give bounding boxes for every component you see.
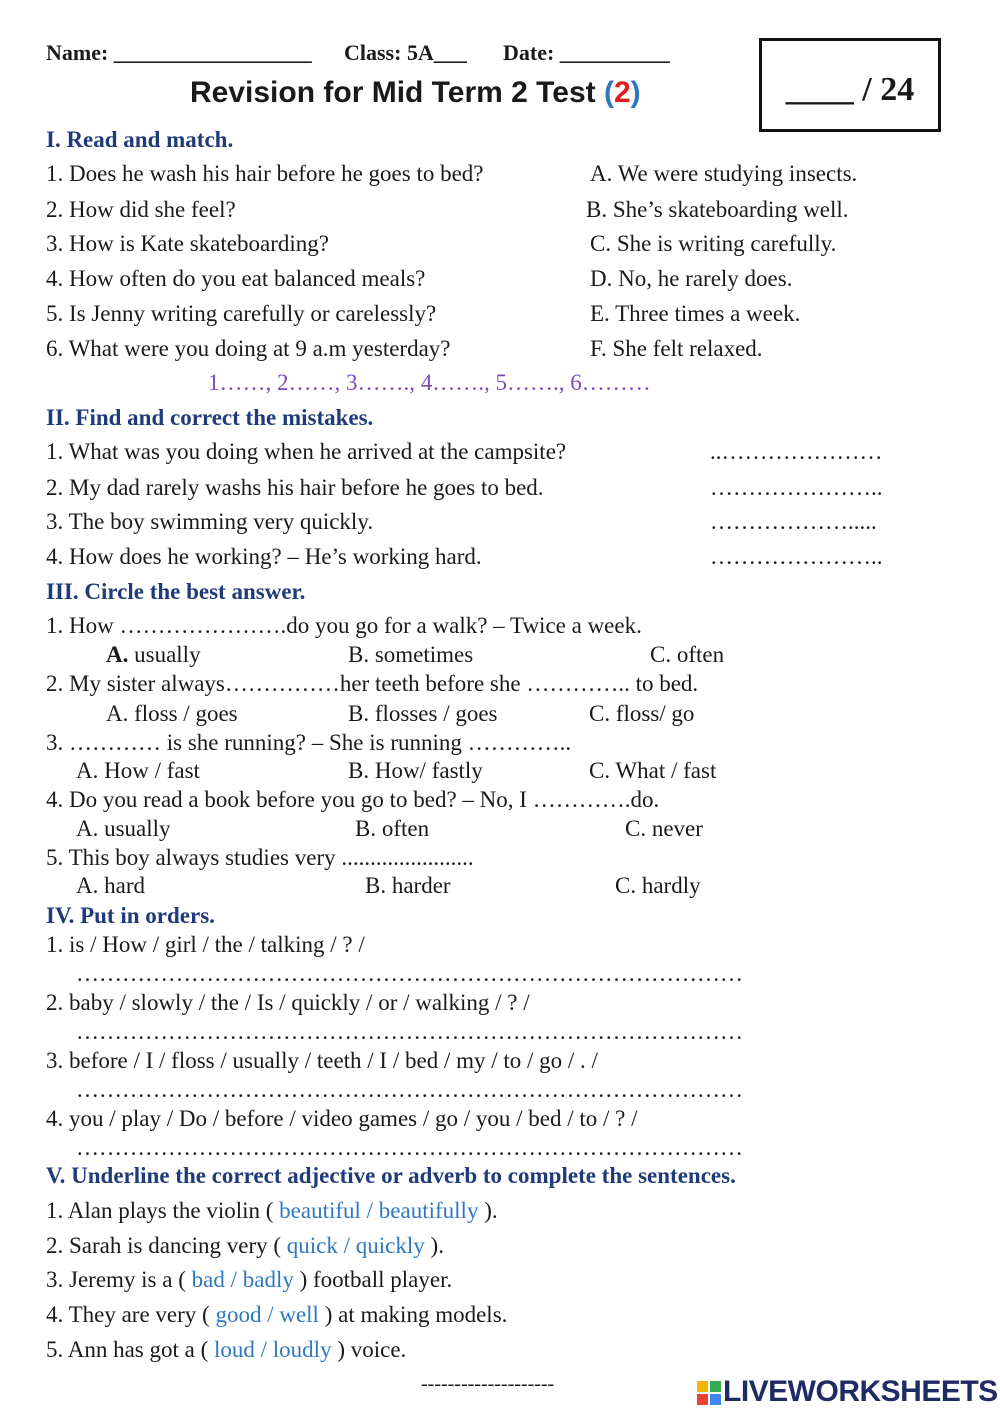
underline-sentence — [46, 1338, 406, 1361]
liveworksheets-logo-icon — [697, 1381, 721, 1405]
mistake-sentence: 3. The boy swimming very quickly. — [46, 509, 374, 534]
sentence-text: 2. Sarah is dancing very ( — [46, 1233, 287, 1258]
word-choice[interactable]: beautiful / beautifully — [279, 1198, 479, 1223]
mistake-sentence: 4. How does he working? – He’s working hard. — [46, 544, 482, 569]
correction-blank[interactable]: ………………….. — [710, 475, 883, 500]
title-close-paren: ) — [630, 76, 641, 109]
sentence-text: 4. They are very ( — [46, 1302, 216, 1327]
mistake-sentence: 2. My dad rarely washs his hair before he goes to bed. — [46, 475, 544, 500]
mcq-question: 4. Do you read a book before you go to bed? – No, I ………….do. — [46, 787, 660, 812]
option-text: usually — [128, 642, 201, 667]
section-4-heading: IV. Put in orders. — [46, 903, 215, 928]
mcq-question: 2. My sister always……………her teeth before she ………….. to bed. — [46, 671, 699, 696]
sentence-text: ). — [424, 1233, 444, 1258]
mcq-question: 1. How ………………….do you go for a walk? – Twice a week. — [46, 613, 642, 638]
match-question: 4. How often do you eat balanced meals? — [46, 266, 426, 291]
title-open-paren: ( — [603, 76, 614, 109]
underline-sentence — [46, 1199, 498, 1222]
sentence-text: ). — [478, 1198, 498, 1223]
mcq-option-b[interactable]: B. often — [355, 816, 430, 841]
logo-wordmark: LIVEWORKSHEETS — [723, 1375, 998, 1408]
section-1-heading: I. Read and match. — [46, 127, 234, 152]
order-prompt: 2. baby / slowly / the / Is / quickly / or / walking / ? / — [46, 990, 530, 1015]
match-question: 2. How did she feel? — [46, 197, 236, 222]
order-answer-line[interactable]: …………………………………………………………………………… — [76, 1077, 743, 1102]
correction-blank[interactable]: ………………..... — [710, 509, 877, 534]
match-answer: E. Three times a week. — [590, 301, 801, 326]
word-choice[interactable]: good / well — [215, 1302, 319, 1327]
page-title — [190, 78, 641, 108]
match-answer: B. She’s skateboarding well. — [586, 197, 849, 222]
mcq-option-b[interactable]: B. How/ fastly — [348, 758, 483, 783]
order-answer-line[interactable]: …………………………………………………………………………… — [76, 961, 743, 986]
mcq-option-b[interactable]: B. sometimes — [348, 642, 474, 667]
correction-blank[interactable]: ………………….. — [710, 544, 883, 569]
match-answer-input-line[interactable]: 1……, 2……, 3……., 4……., 5……., 6……… — [208, 370, 651, 395]
mcq-option-c[interactable]: C. often — [650, 642, 725, 667]
score-box — [759, 38, 941, 132]
sentence-text: ) at making models. — [318, 1302, 508, 1327]
correction-blank[interactable]: ..………………… — [710, 439, 883, 464]
mcq-question: 5. This boy always studies very ....................... — [46, 845, 474, 870]
sentence-text: ) football player. — [293, 1267, 453, 1292]
order-answer-line[interactable]: …………………………………………………………………………… — [76, 1019, 743, 1044]
order-prompt: 3. before / I / floss / usually / teeth / I / bed / my / to / go / . / — [46, 1048, 598, 1073]
match-answer: F. She felt relaxed. — [590, 336, 763, 361]
word-choice[interactable]: bad / badly — [191, 1267, 294, 1292]
match-answer: A. We were studying insects. — [590, 161, 858, 186]
sentence-text: ) voice. — [331, 1337, 407, 1362]
class-field: Class: 5A___ — [344, 40, 467, 65]
mistake-sentence: 1. What was you doing when he arrived at the campsite? — [46, 439, 567, 464]
sentence-text: 5. Ann has got a ( — [46, 1337, 215, 1362]
underline-sentence — [46, 1234, 444, 1257]
mcq-option-b[interactable]: B. harder — [365, 873, 451, 898]
mcq-option-a[interactable] — [106, 643, 201, 666]
section-5-heading: V. Underline the correct adjective or adverb to complete the sentences. — [46, 1163, 736, 1188]
match-question: 3. How is Kate skateboarding? — [46, 231, 329, 256]
order-prompt: 1. is / How / girl / the / talking / ? / — [46, 932, 365, 957]
mcq-option-c[interactable]: C. hardly — [615, 873, 701, 898]
footer-divider: -------------------- — [421, 1373, 555, 1395]
mcq-option-b[interactable]: B. flosses / goes — [348, 701, 498, 726]
mcq-option-a[interactable]: A. hard — [76, 873, 145, 898]
section-3-heading: III. Circle the best answer. — [46, 579, 306, 604]
title-number: 2 — [613, 76, 631, 109]
word-choice[interactable]: loud / loudly — [214, 1337, 332, 1362]
match-answer: C. She is writing carefully. — [590, 231, 837, 256]
section-2-heading: II. Find and correct the mistakes. — [46, 405, 374, 430]
underline-sentence — [46, 1303, 507, 1326]
mcq-option-a[interactable]: A. usually — [76, 816, 171, 841]
sentence-text: 3. Jeremy is a ( — [46, 1267, 192, 1292]
match-answer: D. No, he rarely does. — [590, 266, 793, 291]
title-text: Revision for Mid Term 2 Test — [190, 76, 604, 109]
order-prompt: 4. you / play / Do / before / video games / go / you / bed / to / ? / — [46, 1106, 638, 1131]
option-letter: A. — [106, 642, 129, 667]
score-text: ____ / 24 — [785, 71, 915, 108]
name-field[interactable]: Name: __________________ — [46, 40, 312, 65]
date-field[interactable]: Date: __________ — [503, 40, 670, 65]
mcq-option-c[interactable]: C. never — [625, 816, 703, 841]
mcq-option-a[interactable]: A. floss / goes — [106, 701, 238, 726]
sentence-text: 1. Alan plays the violin ( — [46, 1198, 280, 1223]
match-question: 1. Does he wash his hair before he goes to bed? — [46, 161, 484, 186]
word-choice[interactable]: quick / quickly — [286, 1233, 425, 1258]
order-answer-line[interactable]: …………………………………………………………………………… — [76, 1135, 743, 1160]
mcq-option-c[interactable]: C. What / fast — [589, 758, 717, 783]
underline-sentence — [46, 1268, 452, 1291]
mcq-option-a[interactable]: A. How / fast — [76, 758, 200, 783]
match-question: 6. What were you doing at 9 a.m yesterday? — [46, 336, 451, 361]
mcq-question: 3. ………… is she running? – She is running ………….. — [46, 730, 572, 755]
match-question: 5. Is Jenny writing carefully or carelessly? — [46, 301, 437, 326]
mcq-option-c[interactable]: C. floss/ go — [589, 701, 695, 726]
